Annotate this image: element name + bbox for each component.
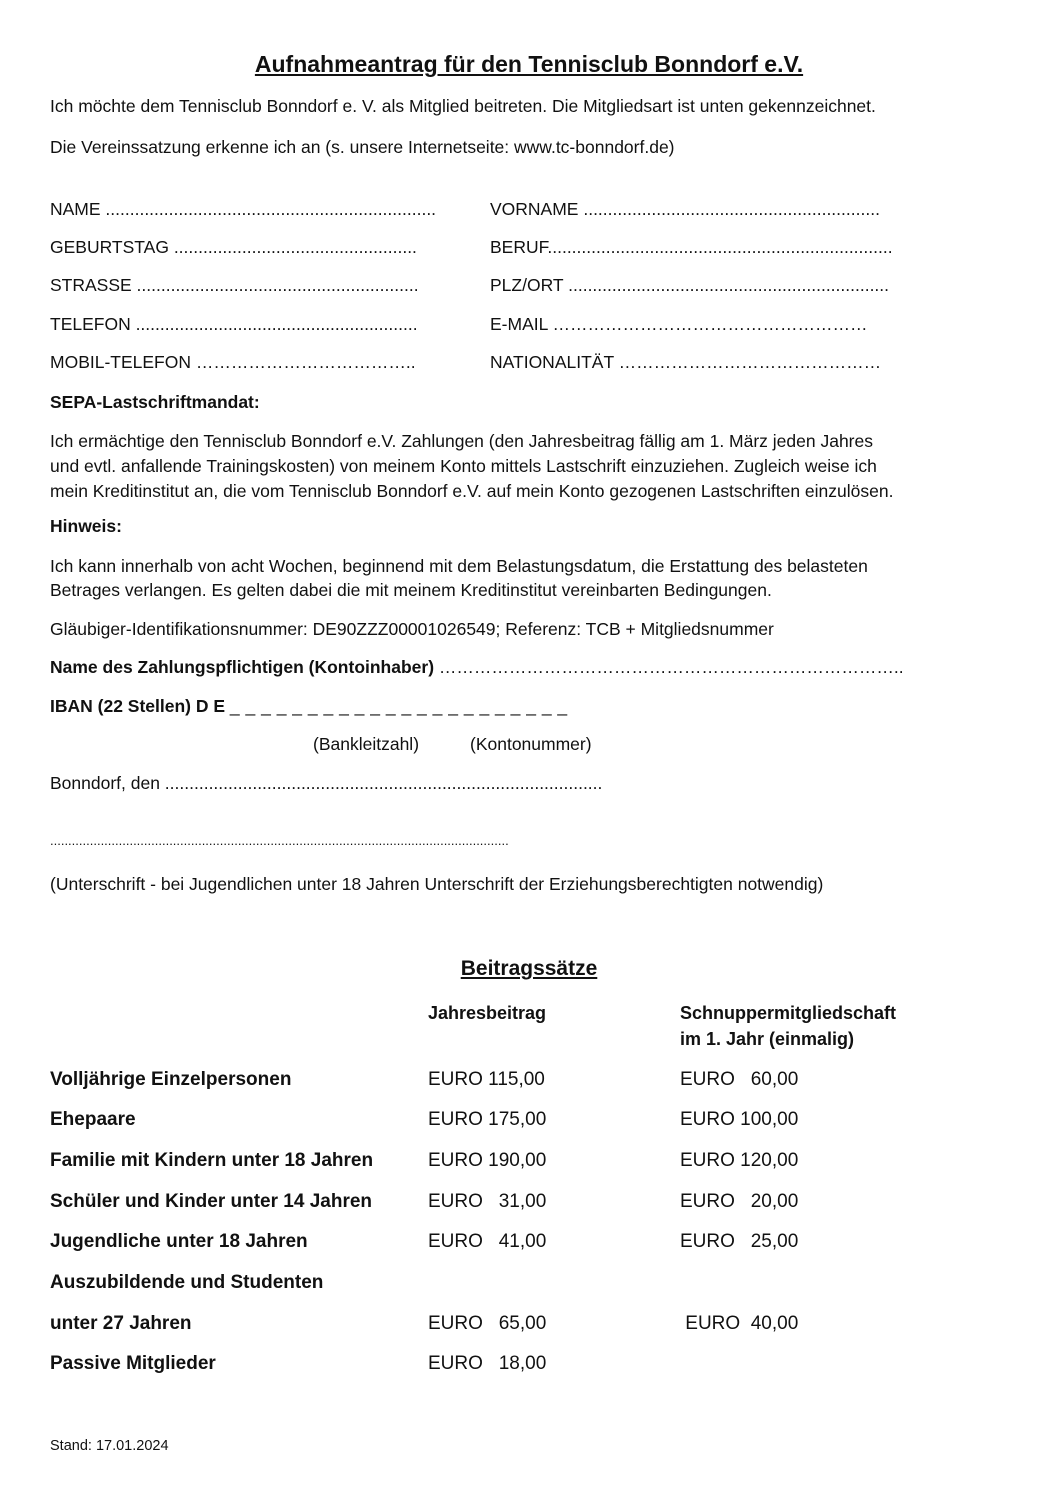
fee-row-label: Ehepaare (50, 1109, 136, 1130)
field-mobile[interactable]: MOBIL-TELEFON ……………………………….. (50, 352, 416, 372)
fee-row-trial: EURO 100,00 (680, 1109, 799, 1130)
fee-row-trial: EURO 60,00 (680, 1069, 799, 1090)
signature-line[interactable]: ............................................................................................................................... (50, 833, 509, 848)
sepa-text-1: Ich ermächtige den Tennisclub Bonndorf e.V. Zahlungen (den Jahresbeitrag fällig am 1. März jeden Jahres (50, 431, 873, 451)
payer-dots: …………………………………………………………………….. (438, 657, 904, 677)
fee-row-label: Schüler und Kinder unter 14 Jahren (50, 1191, 373, 1212)
payer-field[interactable] (50, 657, 904, 678)
place-date-field[interactable]: Bonndorf, den .......................................................................................... (50, 773, 603, 793)
fee-row-label: Passive Mitglieder (50, 1353, 216, 1374)
hinweis-text-1: Ich kann innerhalb von acht Wochen, beginnend mit dem Belastungsdatum, die Erstattung des belasteten (50, 556, 868, 576)
fee-row-annual: EURO 175,00 (428, 1109, 547, 1130)
account-number-label: (Kontonummer) (470, 734, 592, 754)
fees-heading: Beitragssätze (460, 957, 598, 980)
document-title: Aufnahmeantrag für den Tennisclub Bonndorf e.V. (254, 51, 804, 77)
fee-row-trial: EURO 40,00 (680, 1313, 799, 1334)
document-date: Stand: 17.01.2024 (50, 1438, 169, 1454)
field-birthday[interactable]: GEBURTSTAG .................................................. (50, 237, 417, 257)
fee-row-trial: EURO 25,00 (680, 1231, 799, 1252)
hinweis-heading: Hinweis: (50, 516, 122, 536)
fee-row-annual: EURO 41,00 (428, 1231, 547, 1252)
fee-row-trial: EURO 120,00 (680, 1150, 799, 1171)
fee-row-label: Familie mit Kindern unter 18 Jahren (50, 1150, 374, 1171)
fee-row-trial: EURO 20,00 (680, 1191, 799, 1212)
field-profession[interactable]: BERUF....................................................................... (490, 237, 893, 257)
fee-row-annual: EURO 31,00 (428, 1191, 547, 1212)
fee-row-label: unter 27 Jahren (50, 1313, 192, 1334)
col-annual-fee: Jahresbeitrag (428, 1003, 547, 1023)
fee-row-annual: EURO 65,00 (428, 1313, 547, 1334)
field-firstname[interactable]: VORNAME ............................................................. (490, 199, 880, 219)
field-zip-city[interactable]: PLZ/ORT .................................................................. (490, 275, 890, 295)
fee-row-annual: EURO 18,00 (428, 1353, 547, 1374)
iban-label: IBAN (22 Stellen) D E (50, 696, 226, 716)
hinweis-text-2: Betrages verlangen. Es gelten dabei die mit meinem Kreditinstitut vereinbarten Bedingungen. (50, 580, 772, 600)
signature-note: (Unterschrift - bei Jugendlichen unter 18 Jahren Unterschrift der Erziehungsberechtigten notwendig) (50, 874, 824, 894)
fee-row-label: Auszubildende und Studenten (50, 1272, 324, 1293)
sepa-heading: SEPA-Lastschriftmandat: (50, 392, 260, 412)
field-phone[interactable]: TELEFON .......................................................... (50, 314, 418, 334)
field-email[interactable]: E-MAIL ……………………………………………… (490, 314, 868, 334)
iban-blanks: _ _ _ _ _ _ _ _ _ _ _ _ _ _ _ _ _ _ _ _ _ _ (229, 696, 568, 716)
sepa-text-3: mein Kreditinstitut an, die vom Tennisclub Bonndorf e.V. auf mein Konto gezogenen Lastschriften einzulösen. (50, 481, 894, 501)
intro-line-1: Ich möchte dem Tennisclub Bonndorf e. V. als Mitglied beitreten. Die Mitgliedsart ist unten gekennzeichnet. (50, 96, 876, 116)
bank-code-label: (Bankleitzahl) (313, 734, 420, 754)
col-trial-membership-2: im 1. Jahr (einmalig) (680, 1029, 855, 1049)
sepa-text-2: und evtl. anfallende Trainingskosten) von meinem Konto mittels Lastschrift einzuziehen. Zugleich weise ich (50, 456, 877, 476)
field-nationality[interactable]: NATIONALITÄT ……………………………………… (490, 352, 882, 372)
fee-row-annual: EURO 190,00 (428, 1150, 547, 1171)
payer-label: Name des Zahlungspflichtigen (Kontoinhaber) (50, 657, 435, 677)
iban-field[interactable] (50, 696, 568, 717)
fee-row-label: Volljährige Einzelpersonen (50, 1069, 292, 1090)
field-street[interactable]: STRASSE .......................................................... (50, 275, 419, 295)
col-trial-membership-1: Schnuppermitgliedschaft (680, 1003, 897, 1023)
intro-line-2: Die Vereinssatzung erkenne ich an (s. unsere Internetseite: www.tc-bonndorf.de) (50, 137, 675, 157)
creditor-id: Gläubiger-Identifikationsnummer: DE90ZZZ00001026549; Referenz: TCB + Mitgliedsnummer (50, 619, 774, 639)
fee-row-label: Jugendliche unter 18 Jahren (50, 1231, 308, 1252)
fee-row-annual: EURO 115,00 (428, 1069, 545, 1090)
field-name[interactable]: NAME .................................................................... (50, 199, 437, 219)
